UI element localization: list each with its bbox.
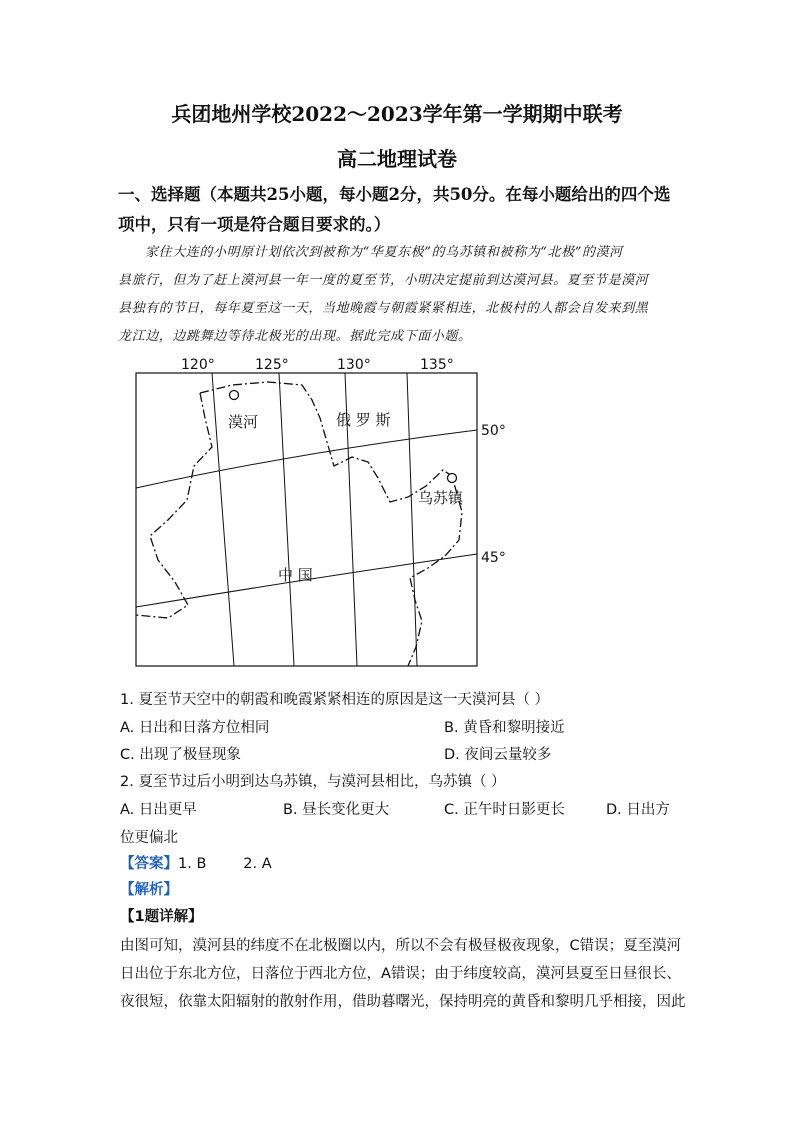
passage-line: 县旅行，但为了赶上漠河县一年一度的夏至节，小明决定提前到达漠河县。夏至节是漠河 xyxy=(118,273,649,288)
wusu-marker xyxy=(448,474,457,483)
latitude-label: 50° xyxy=(481,423,506,439)
place-label-mohe: 漠河 xyxy=(228,413,259,431)
answer-line xyxy=(120,852,272,873)
analysis-tag: 【解析】 xyxy=(120,882,178,898)
longitude-label: 130° xyxy=(337,357,371,373)
latitude-label: 45° xyxy=(481,550,506,566)
detail-line: 由图可知，漠河县的纬度不在北极圈以内，所以不会有极昼极夜现象，C错误；夏至漠河 xyxy=(120,938,682,954)
question-option: A. 日出和日落方位相同 xyxy=(120,720,270,736)
question-option-continuation: 位更偏北 xyxy=(120,830,178,846)
question-option: B. 黄昏和黎明接近 xyxy=(444,720,565,736)
answer-tag: 【答案】 xyxy=(120,856,178,872)
detail-line: 日出位于东北方位，日落位于西北方位，A错误；由于纬度较高，漠河县夏至日昼很长、 xyxy=(120,966,681,982)
place-label-china: 中 国 xyxy=(278,566,313,584)
section-heading-line1: 一、选择题（本题共25小题，每小题2分，共50分。在每小题给出的四个选 xyxy=(118,185,671,204)
question-stem: 2. 夏至节过后小明到达乌苏镇，与漠河县相比，乌苏镇（ ） xyxy=(120,774,506,790)
answer-text: 1. B 2. A xyxy=(178,856,272,872)
place-label-russia: 俄 罗 斯 xyxy=(336,411,391,429)
question-stem: 1. 夏至节天空中的朝霞和晚霞紧紧相连的原因是这一天漠河县（ ） xyxy=(120,692,550,708)
question-option: C. 正午时日影更长 xyxy=(444,802,565,818)
longitude-label: 135° xyxy=(420,357,454,373)
page-subtitle: 高二地理试卷 xyxy=(337,147,457,171)
section-heading-line2: 项中，只有一项是符合题目要求的。） xyxy=(118,215,391,234)
question-option: A. 日出更早 xyxy=(120,802,197,818)
detail-line: 夜很短，依靠太阳辐射的散射作用，借助暮曙光，保持明亮的黄昏和黎明几乎相接，因此 xyxy=(120,994,686,1010)
national-border xyxy=(136,382,462,666)
passage-line: 龙江边，边跳舞边等待北极光的出现。据此完成下面小题。 xyxy=(118,329,472,344)
longitude-label: 125° xyxy=(255,357,289,373)
longitude-line-125 xyxy=(279,373,294,666)
passage-line: 县独有的节日，每年夏至这一天，当地晚霞与朝霞紧紧相连，北极村的人都会自发来到黑 xyxy=(118,301,649,316)
question-option: D. 日出方 xyxy=(606,802,670,818)
page-title: 兵团地州学校2022～2023学年第一学期期中联考 xyxy=(171,102,623,126)
detail-tag: 【1题详解】 xyxy=(120,909,203,925)
latitude-line-50 xyxy=(136,430,477,488)
place-label-wusu: 乌苏镇 xyxy=(418,489,464,507)
longitude-line-135 xyxy=(407,373,417,666)
map-frame xyxy=(136,373,477,666)
passage-line: 家住大连的小明原计划依次到被称为“华夏东极”的乌苏镇和被称为“北极”的漠河 xyxy=(145,245,623,260)
question-option: C. 出现了极昼现象 xyxy=(120,747,241,763)
question-option: D. 夜间云量较多 xyxy=(444,747,552,763)
longitude-label: 120° xyxy=(181,357,215,373)
question-option: B. 昼长变化更大 xyxy=(283,802,390,818)
mohe-marker xyxy=(230,391,239,400)
